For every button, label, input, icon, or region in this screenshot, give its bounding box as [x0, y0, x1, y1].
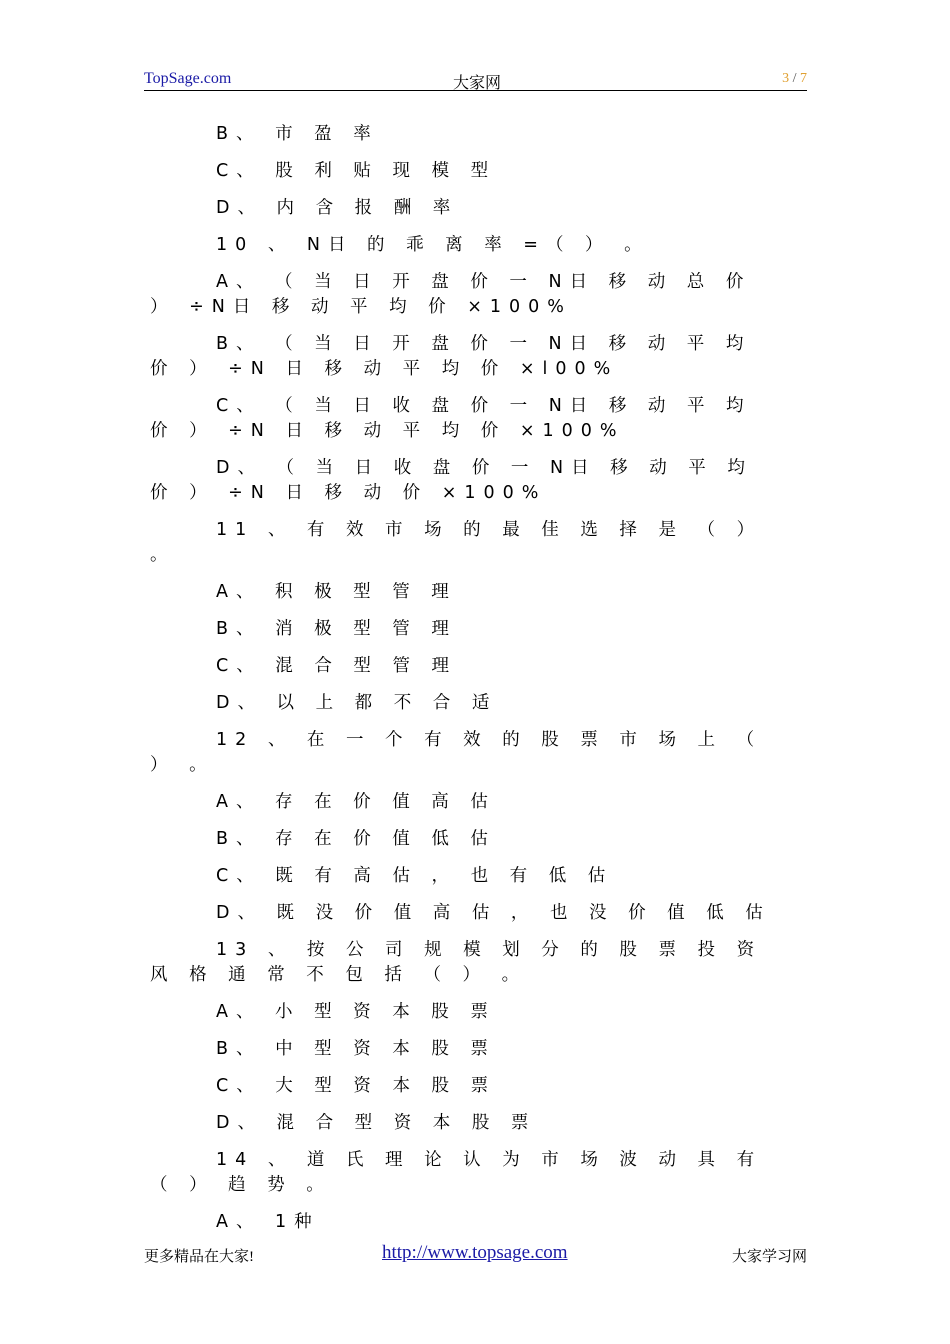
- question-10-option-b: B、 （ 当 日 开 盘 价 一 N日 移 动 平 均 价 ） ÷N 日 移 动 平 均 价 ×l00%: [150, 334, 765, 379]
- question-13-option-a: A、 小 型 资 本 股 票: [216, 1002, 496, 1022]
- text-line-option-c: C、 股 利 贴 现 模 型: [216, 161, 497, 181]
- text-line-option-d: D、 内 含 报 酬 率: [216, 198, 459, 218]
- question-11-option-c: C、 混 合 型 管 理: [216, 656, 458, 676]
- question-11-option-a: A、 积 极 型 管 理: [216, 582, 457, 602]
- question-10-option-d: D、 （ 当 日 收 盘 价 一 N日 移 动 平 均 价 ） ÷N 日 移 动 价 ×100%: [150, 458, 767, 503]
- question-12: 12 、 在 一 个 有 效 的 股 票 市 场 上 （ ） 。: [150, 730, 776, 775]
- question-11-option-d: D、 以 上 都 不 合 适: [216, 693, 498, 713]
- question-12-option-d: D、 既 没 价 值 高 估 ， 也 没 价 值 低 估: [216, 903, 771, 923]
- question-13: 13 、 按 公 司 规 模 划 分 的 股 票 投 资 风 格 通 常 不 包 括 （ ） 。: [150, 940, 776, 985]
- question-10-option-c: C、 （ 当 日 收 盘 价 一 N日 移 动 平 均 价 ） ÷N 日 移 动 平 均 价 ×100%: [150, 396, 766, 441]
- site-name: TopSage.com: [144, 70, 232, 87]
- document-body: [150, 122, 790, 1247]
- text-line-option-b: B、 市 盈 率: [216, 124, 379, 144]
- page-indicator: [782, 71, 807, 87]
- question-11: 11 、 有 效 市 场 的 最 佳 选 择 是 （ ） 。: [150, 520, 776, 565]
- page-total: 7: [800, 71, 807, 86]
- question-10: 10 、 N日 的 乖 离 率 =（ ） 。: [216, 235, 650, 255]
- question-12-option-b: B、 存 在 价 值 低 估: [216, 829, 496, 849]
- question-14-option-a: A、 1种: [216, 1212, 320, 1232]
- question-11-option-b: B、 消 极 型 管 理: [216, 619, 457, 639]
- page-footer: [144, 1242, 807, 1266]
- page-header: [144, 68, 807, 91]
- page-separator: /: [792, 71, 797, 86]
- question-14: 14 、 道 氏 理 论 认 为 市 场 波 动 具 有 （ ） 趋 势 。: [150, 1150, 776, 1195]
- footer-site-name: 大家学习网: [731, 1249, 807, 1265]
- question-12-option-a: A、 存 在 价 值 高 估: [216, 792, 496, 812]
- question-13-option-c: C、 大 型 资 本 股 票: [216, 1076, 497, 1096]
- question-13-option-d: D、 混 合 型 资 本 股 票: [216, 1113, 537, 1133]
- question-10-option-a: A、 （ 当 日 开 盘 价 一 N日 移 动 总 价 ） ÷N日 移 动 平 均 价 ×100%: [150, 272, 765, 317]
- page-current: 3: [782, 71, 790, 86]
- question-13-option-b: B、 中 型 资 本 股 票: [216, 1039, 496, 1059]
- header-center-title: 大家网: [453, 75, 502, 92]
- footer-slogan: 更多精品在大家!: [144, 1249, 254, 1265]
- question-12-option-c: C、 既 有 高 估 ， 也 有 低 估: [216, 866, 614, 886]
- footer-website-link[interactable]: http://www.topsage.com: [382, 1242, 568, 1263]
